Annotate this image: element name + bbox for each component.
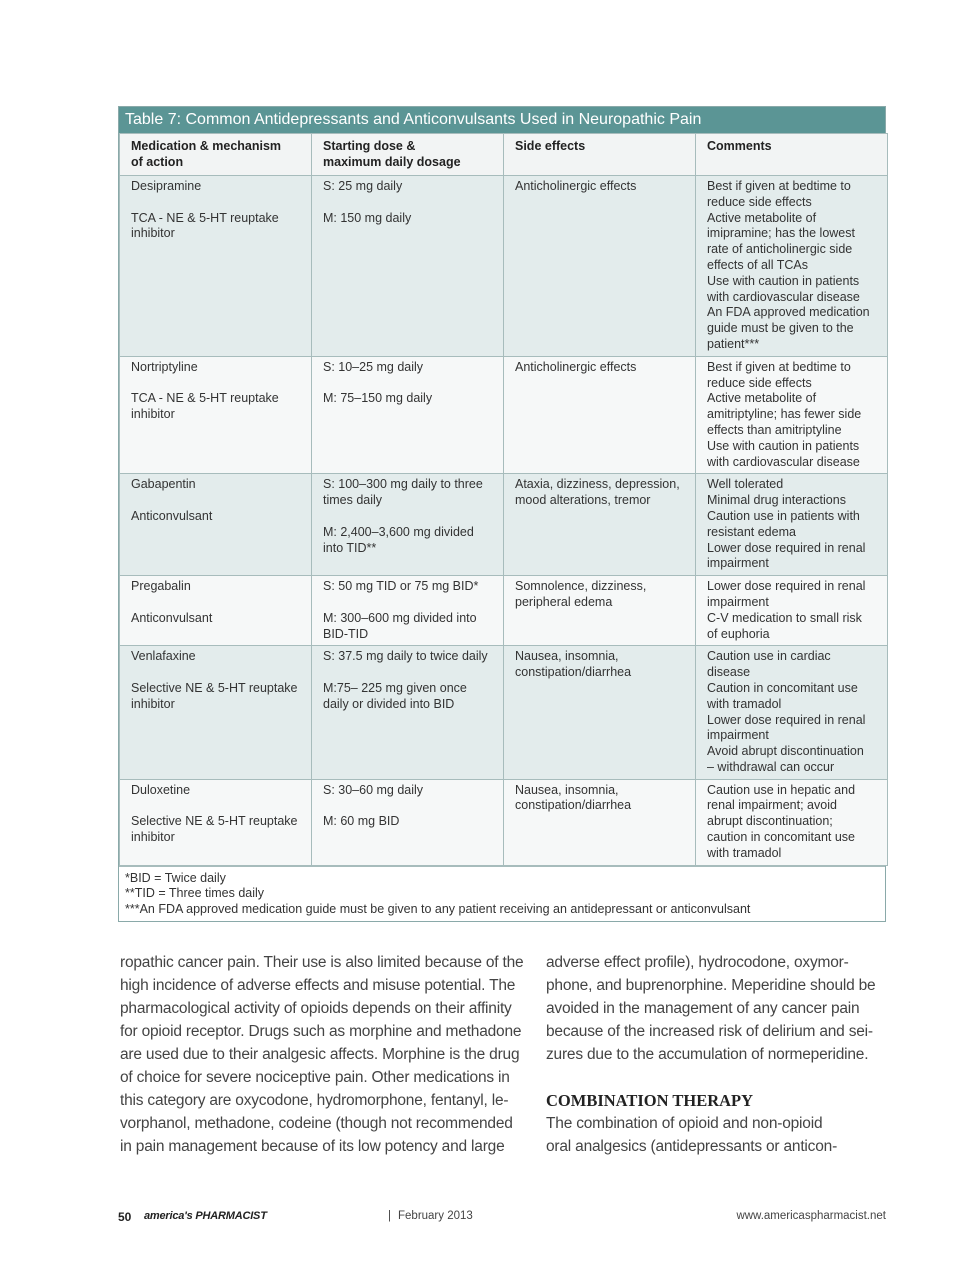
cell-line bbox=[131, 493, 300, 509]
dosage-cell bbox=[312, 176, 504, 357]
dosage-cell bbox=[312, 474, 504, 576]
page-number: 50 bbox=[118, 1210, 132, 1224]
issue-date: February 2013 bbox=[398, 1210, 473, 1222]
cell-line: TCA - NE & 5-HT reuptake bbox=[131, 210, 279, 225]
section-heading: COMBINATION THERAPY bbox=[546, 1091, 754, 1110]
cell-line: TCA - NE & 5-HT reuptake bbox=[131, 391, 279, 406]
medication-cell bbox=[120, 474, 312, 576]
cell-line: Use with caution in patients bbox=[707, 438, 860, 453]
cell-line bbox=[131, 376, 300, 392]
cell-line: Lower dose required in renal bbox=[707, 540, 866, 555]
cell-line: – withdrawal can occur bbox=[707, 759, 835, 774]
cell-line: effects of all TCAs bbox=[707, 257, 808, 272]
table-row bbox=[120, 356, 888, 474]
cell-line: Minimal drug interactions bbox=[707, 493, 846, 508]
table-row bbox=[120, 646, 888, 779]
footnote: **TID = Three times daily bbox=[125, 886, 265, 901]
cell-line: imipramine; has the lowest bbox=[707, 226, 855, 241]
body-text-line: vorphanol, methadone, codeine (though not recommended bbox=[120, 1115, 513, 1132]
side-effects-cell bbox=[504, 474, 696, 576]
cell-line bbox=[131, 195, 300, 211]
cell-line bbox=[131, 665, 300, 681]
cell-line: C-V medication to small risk bbox=[707, 610, 862, 625]
dosage-cell bbox=[312, 576, 504, 646]
cell-line: Nortriptyline bbox=[131, 359, 198, 374]
article-left-column bbox=[120, 951, 528, 1158]
cell-line: S: 50 mg TID or 75 mg BID* bbox=[323, 579, 479, 594]
comments-cell bbox=[696, 474, 888, 576]
cell-line: daily or divided into BID bbox=[323, 696, 455, 711]
cell-line bbox=[323, 798, 492, 814]
cell-line: impairment bbox=[707, 594, 769, 609]
cell-line: Somnolence, dizziness, bbox=[515, 579, 647, 594]
cell-line: Well tolerated bbox=[707, 477, 784, 492]
cell-line: S: 10–25 mg daily bbox=[323, 359, 424, 374]
table-row bbox=[120, 576, 888, 646]
cell-line bbox=[131, 798, 300, 814]
header-comments bbox=[696, 134, 888, 176]
cell-line: rate of anticholinergic side bbox=[707, 242, 853, 257]
cell-line: S: 100–300 mg daily to three bbox=[323, 477, 483, 492]
cell-line: Anticholinergic effects bbox=[515, 359, 637, 374]
cell-line: BID-TID bbox=[323, 626, 369, 641]
cell-line: mood alterations, tremor bbox=[515, 493, 651, 508]
cell-line: Avoid abrupt discontinuation bbox=[707, 744, 864, 759]
body-text-line: of choice for severe nociceptive pain. Other medications in bbox=[120, 1069, 510, 1086]
cell-line: M: 150 mg daily bbox=[323, 210, 412, 225]
website-url: www.americaspharmacist.net bbox=[736, 1210, 886, 1222]
cell-line: M: 300–600 mg divided into bbox=[323, 610, 477, 625]
cell-line: Caution in concomitant use bbox=[707, 680, 858, 695]
cell-line: Best if given at bedtime to bbox=[707, 179, 851, 193]
cell-line: Gabapentin bbox=[131, 477, 196, 492]
table-footnotes bbox=[119, 866, 885, 921]
footnote: *BID = Twice daily bbox=[125, 870, 226, 885]
cell-line: Use with caution in patients bbox=[707, 273, 860, 288]
cell-line: into TID** bbox=[323, 540, 377, 555]
cell-line: times daily bbox=[323, 493, 383, 508]
footnote: ***An FDA approved medication guide must be given to any patient receiving an antidepressant or anticonvulsant bbox=[125, 902, 751, 917]
side-effects-cell bbox=[504, 646, 696, 779]
header-text: of action bbox=[131, 154, 184, 169]
table-title: Table 7: Common Antidepressants and Anticonvulsants Used in Neuropathic Pain bbox=[119, 107, 885, 133]
cell-line bbox=[131, 595, 300, 611]
cell-line: Caution use in cardiac bbox=[707, 649, 831, 664]
cell-line: guide must be given to the bbox=[707, 321, 854, 336]
cell-line: inhibitor bbox=[131, 830, 175, 845]
cell-line: Venlafaxine bbox=[131, 649, 196, 664]
cell-line: caution in concomitant use bbox=[707, 830, 856, 845]
side-effects-cell bbox=[504, 576, 696, 646]
cell-line: impairment bbox=[707, 728, 769, 743]
body-text-line: oral analgesics (antidepressants or anticon- bbox=[546, 1138, 838, 1155]
cell-line: S: 25 mg daily bbox=[323, 179, 403, 193]
cell-line: with tramadol bbox=[707, 845, 782, 860]
cell-line: Best if given at bedtime to bbox=[707, 359, 851, 374]
cell-line: resistant edema bbox=[707, 524, 796, 539]
body-text-line: because of the increased risk of delirium and sei- bbox=[546, 1023, 873, 1040]
header-text: maximum daily dosage bbox=[323, 154, 461, 169]
dosage-cell bbox=[312, 356, 504, 474]
cell-line: Active metabolite of bbox=[707, 391, 817, 406]
table-row bbox=[120, 176, 888, 357]
cell-line: with cardiovascular disease bbox=[707, 289, 860, 304]
header-dosage bbox=[312, 134, 504, 176]
cell-line: Caution use in patients with bbox=[707, 508, 860, 523]
cell-line: S: 37.5 mg daily to twice daily bbox=[323, 649, 488, 664]
cell-line: Active metabolite of bbox=[707, 210, 817, 225]
cell-line: inhibitor bbox=[131, 407, 175, 422]
comments-cell bbox=[696, 576, 888, 646]
cell-line: renal impairment; avoid bbox=[707, 798, 837, 813]
cell-line: with cardiovascular disease bbox=[707, 454, 860, 469]
cell-line: M: 2,400–3,600 mg divided bbox=[323, 524, 474, 539]
comments-cell bbox=[696, 356, 888, 474]
cell-line: inhibitor bbox=[131, 696, 175, 711]
cell-line: S: 30–60 mg daily bbox=[323, 782, 424, 797]
cell-line bbox=[323, 595, 492, 611]
body-text-line: in pain management because of its low potency and large bbox=[120, 1138, 505, 1155]
cell-line: constipation/diarrhea bbox=[515, 665, 632, 680]
body-text-line: zures due to the accumulation of normeperidine. bbox=[546, 1046, 869, 1063]
cell-line: impairment bbox=[707, 556, 769, 571]
cell-line: Lower dose required in renal bbox=[707, 579, 866, 594]
cell-line bbox=[323, 665, 492, 681]
cell-line: Nausea, insomnia, bbox=[515, 649, 619, 664]
cell-line: Caution use in hepatic and bbox=[707, 782, 856, 797]
body-text-line: this category are oxycodone, hydromorphone, fentanyl, le- bbox=[120, 1092, 509, 1109]
cell-line: of euphoria bbox=[707, 626, 770, 641]
body-text-line: adverse effect profile), hydrocodone, oxymor- bbox=[546, 954, 849, 971]
cell-line: An FDA approved medication bbox=[707, 305, 870, 320]
medication-cell bbox=[120, 176, 312, 357]
body-text-line: for opioid receptor. Drugs such as morphine and methadone bbox=[120, 1023, 522, 1040]
publication-name: america's PHARMACIST bbox=[144, 1210, 267, 1222]
table-header-row bbox=[120, 134, 888, 176]
cell-line: Anticonvulsant bbox=[131, 508, 213, 523]
cell-line bbox=[323, 195, 492, 211]
cell-line: Lower dose required in renal bbox=[707, 712, 866, 727]
dosage-cell bbox=[312, 646, 504, 779]
cell-line: peripheral edema bbox=[515, 594, 613, 609]
header-text: Comments bbox=[707, 139, 772, 153]
header-side-effects bbox=[504, 134, 696, 176]
medication-cell bbox=[120, 356, 312, 474]
comments-cell bbox=[696, 779, 888, 865]
body-text-line: ropathic cancer pain. Their use is also limited because of the bbox=[120, 954, 524, 971]
body-text-line: The combination of opioid and non-opioid bbox=[546, 1115, 823, 1132]
cell-line: M: 60 mg BID bbox=[323, 814, 400, 829]
comments-cell bbox=[696, 646, 888, 779]
cell-line: effects than amitriptyline bbox=[707, 422, 842, 437]
medication-cell bbox=[120, 779, 312, 865]
cell-line: Pregabalin bbox=[131, 579, 191, 594]
page-footer bbox=[118, 1210, 886, 1226]
cell-line: reduce side effects bbox=[707, 194, 812, 209]
body-text-line: avoided in the management of any cancer pain bbox=[546, 1000, 860, 1017]
cell-line: inhibitor bbox=[131, 226, 175, 241]
medication-table bbox=[119, 133, 888, 866]
cell-line: reduce side effects bbox=[707, 375, 812, 390]
header-text: Side effects bbox=[515, 139, 586, 153]
body-text-line: pharmacological activity of opioids depends on their affinity bbox=[120, 1000, 512, 1017]
cell-line: Duloxetine bbox=[131, 782, 191, 797]
cell-line: amitriptyline; has fewer side bbox=[707, 407, 862, 422]
side-effects-cell bbox=[504, 176, 696, 357]
cell-line bbox=[323, 376, 492, 392]
article-right-column bbox=[546, 951, 886, 1158]
side-effects-cell bbox=[504, 356, 696, 474]
body-text-line: phone, and buprenorphine. Meperidine should be bbox=[546, 977, 876, 994]
cell-line: patient*** bbox=[707, 336, 760, 351]
antidepressants-table bbox=[118, 106, 886, 922]
header-text: Starting dose & bbox=[323, 139, 416, 153]
table-row bbox=[120, 779, 888, 865]
table-row bbox=[120, 474, 888, 576]
dosage-cell bbox=[312, 779, 504, 865]
cell-line: M:75– 225 mg given once bbox=[323, 680, 467, 695]
cell-line: M: 75–150 mg daily bbox=[323, 391, 433, 406]
header-text: Medication & mechanism bbox=[131, 139, 282, 153]
cell-line: Anticholinergic effects bbox=[515, 179, 637, 193]
cell-line: Ataxia, dizziness, depression, bbox=[515, 477, 680, 492]
comments-cell bbox=[696, 176, 888, 357]
medication-cell bbox=[120, 646, 312, 779]
body-text-line: are used due to their analgesic affects. Morphine is the drug bbox=[120, 1046, 520, 1063]
body-text-line: high incidence of adverse effects and misuse potential. The bbox=[120, 977, 516, 994]
cell-line: disease bbox=[707, 665, 751, 680]
cell-line: with tramadol bbox=[707, 696, 782, 711]
header-medication bbox=[120, 134, 312, 176]
cell-line: Nausea, insomnia, bbox=[515, 782, 619, 797]
cell-line: Selective NE & 5-HT reuptake bbox=[131, 814, 298, 829]
cell-line: constipation/diarrhea bbox=[515, 798, 632, 813]
cell-line: Desipramine bbox=[131, 179, 202, 193]
cell-line: Anticonvulsant bbox=[131, 610, 213, 625]
cell-line: Selective NE & 5-HT reuptake bbox=[131, 680, 298, 695]
footer-separator: | bbox=[388, 1210, 391, 1222]
cell-line: abrupt discontinuation; bbox=[707, 814, 833, 829]
side-effects-cell bbox=[504, 779, 696, 865]
cell-line bbox=[323, 509, 492, 525]
medication-cell bbox=[120, 576, 312, 646]
